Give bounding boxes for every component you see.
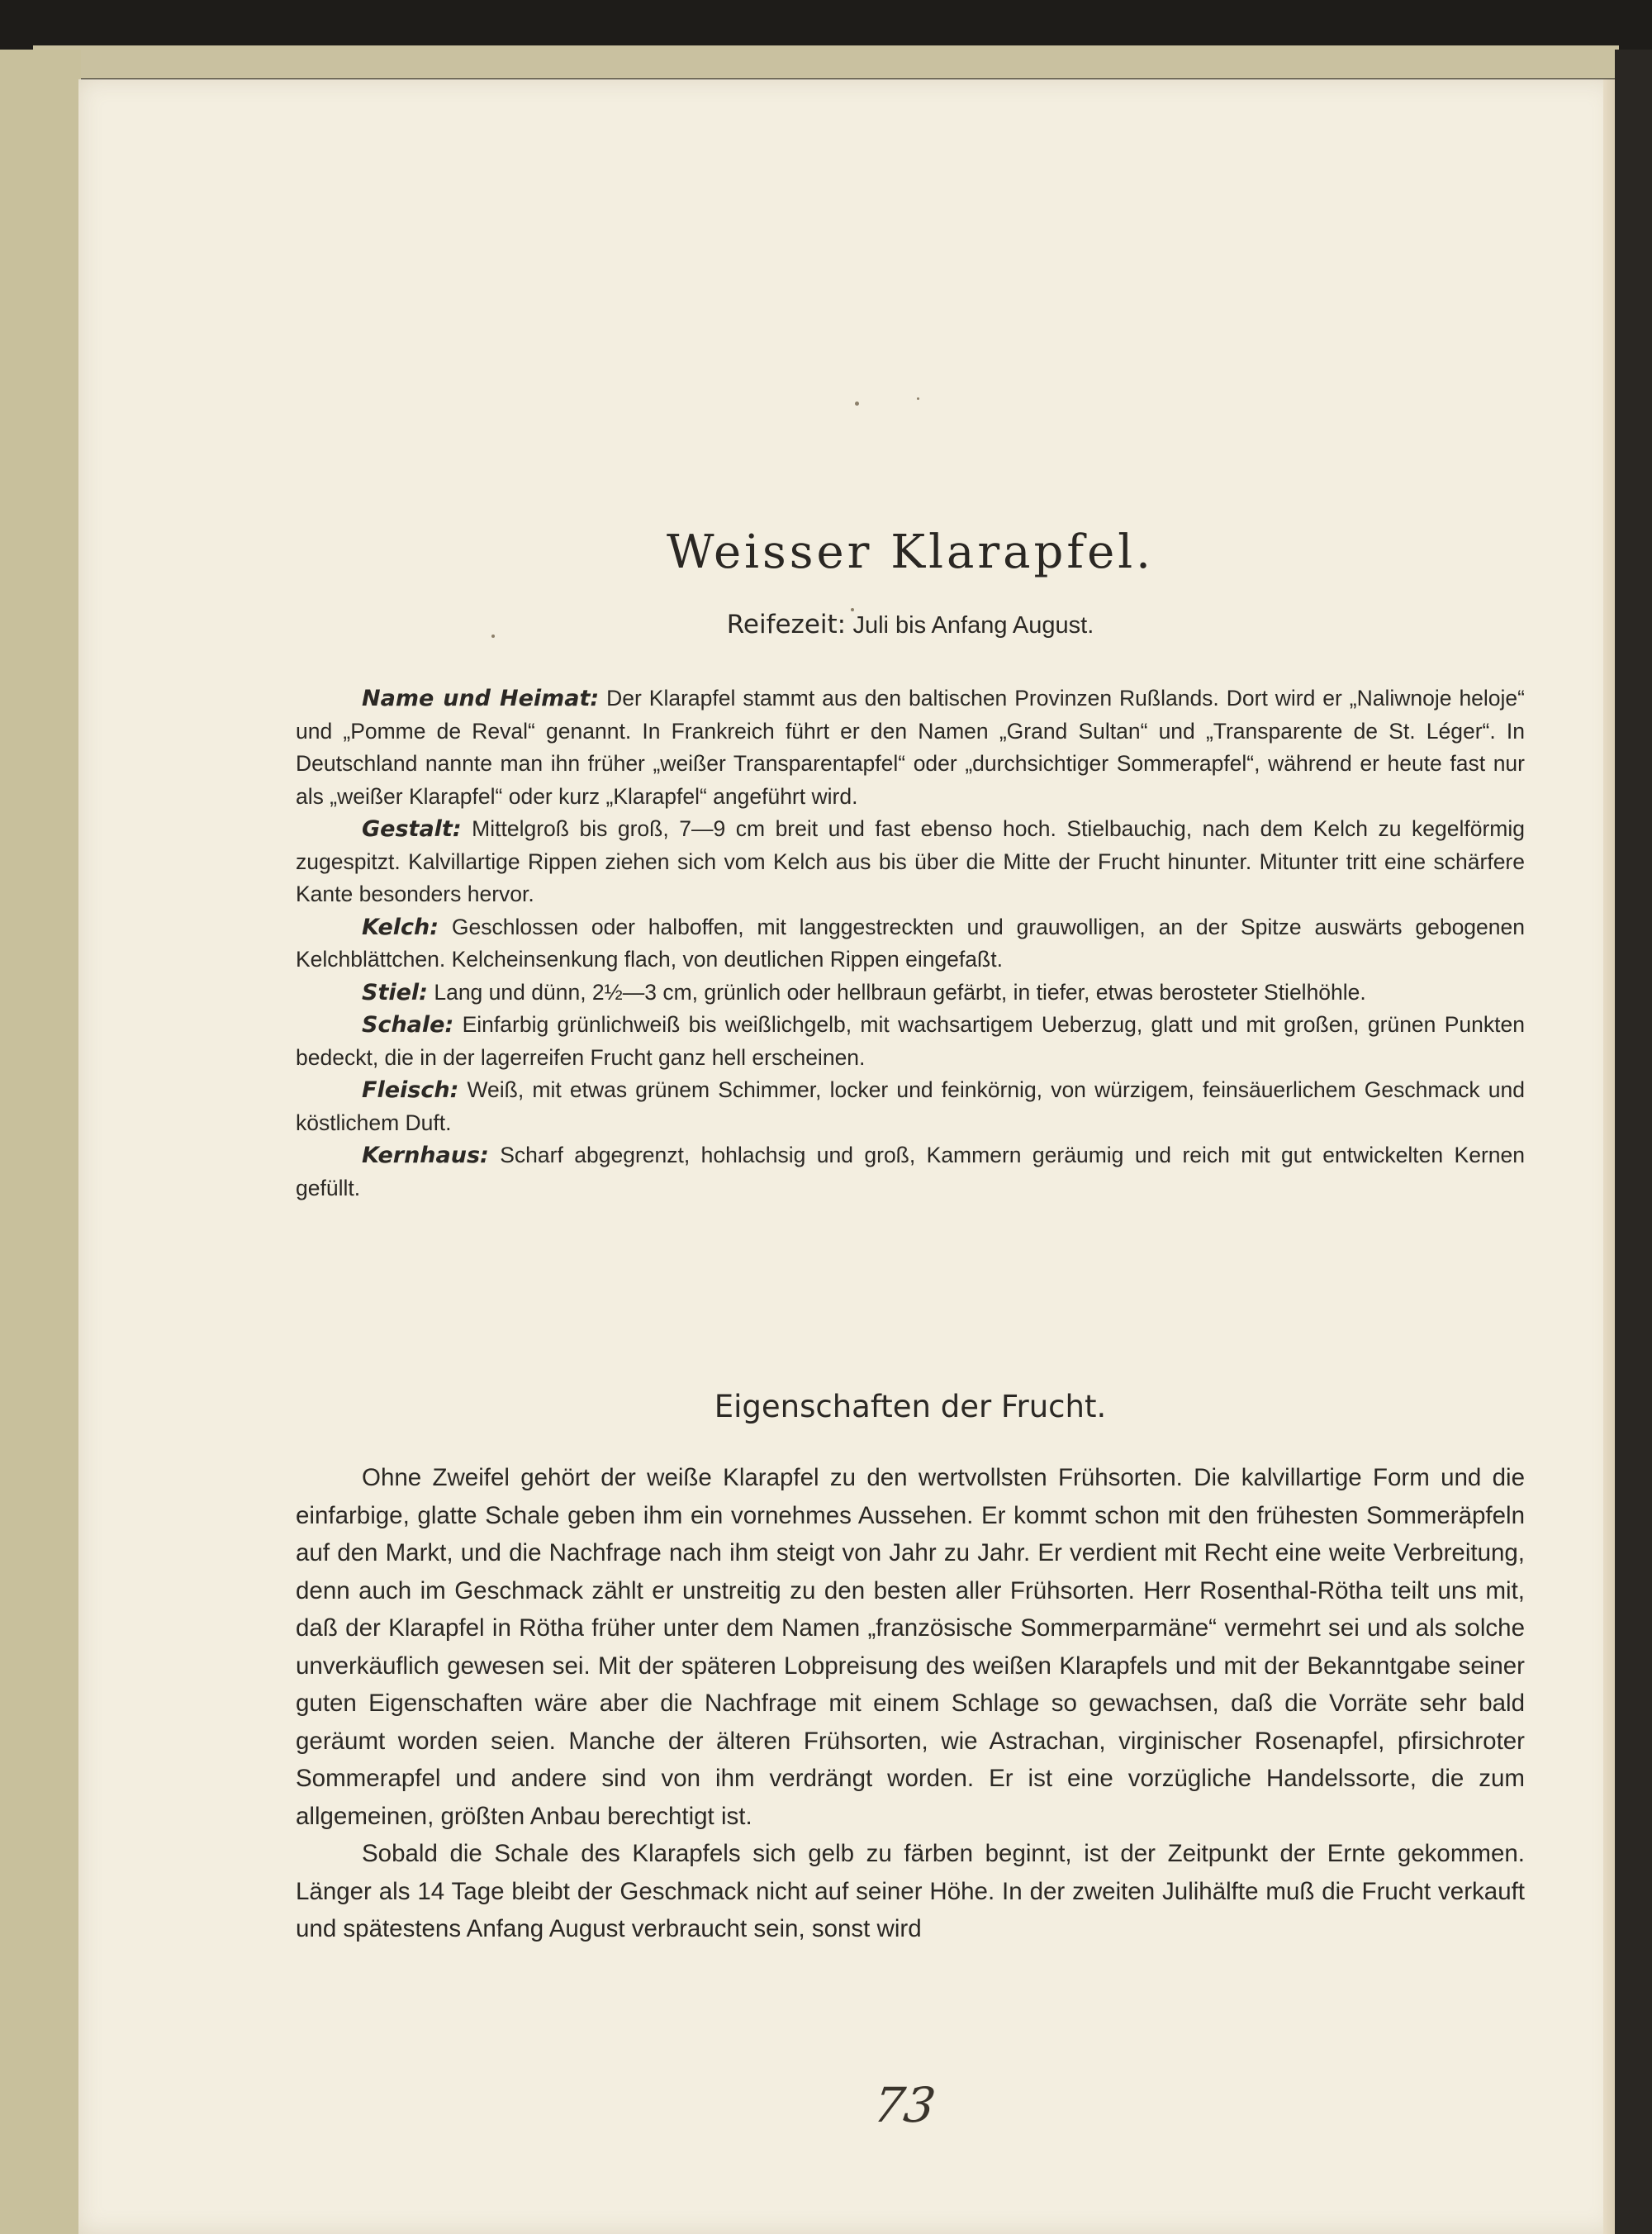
body-paragraph: Sobald die Schale des Klarapfels sich gelb zu färben beginnt, ist der Zeitpunkt der Ernte gekommen. Länger als 14 Tage bleibt der Geschmack nicht auf seiner Höhe. In der zweiten Julihälfte muß die Frucht verkauft und spätestens Anfang August verbraucht sein, sonst wird [296, 1840, 1525, 1942]
description-text: Einfarbig grünlichweiß bis weißlichgelb, mit wachsartigem Ueberzug, glatt und mit großen, grünen Punkten bedeckt, die in der lagerreifen Frucht ganz hell erscheinen. [296, 1012, 1525, 1070]
ripening-time [296, 610, 1525, 639]
page-gutter [1603, 79, 1615, 2234]
ripening-value: Juli bis Anfang August. [852, 612, 1094, 639]
description-entry-skin [296, 1009, 1525, 1074]
description-entry-calyx [296, 911, 1525, 977]
book-binding-right-edge [1615, 50, 1652, 2234]
body-paragraph: Ohne Zweifel gehört der weiße Klarapfel zu den wertvollsten Frühsorten. Die kalvillartige Form und die einfarbige, glatte Schale geben ihm ein vornehmes Aussehen. Er kommt schon mit den frühesten Sommeräpfeln auf den Markt, und die Nachfrage nach ihm steigt von Jahr zu Jahr. Er verdient mit Recht eine weite Verbreitung, denn auch im Geschmack zählt er unstreitig zu den besten aller Frühsorten. Herr Rosenthal-Rötha teilt uns mit, daß der Klarapfel in Rötha früher unter dem Namen „französische Sommerparmäne“ vermehrt sei und als solche unverkäuflich gewesen sei. Mit der späteren Lobpreisung des weißen Klarapfels und mit der Bekanntgabe seiner guten Eigenschaften wäre aber die Nachfrage mit einem Schlage so gewachsen, daß die Vorräte sehr bald geräumt worden seien. Manche der älteren Frühsorten, wie Astrachan, virginischer Rosenapfel, pfirsichroter Sommerapfel und andere sind von ihm verdrängt worden. Er ist eine vorzügliche Handelssorte, die zum allgemeinen, größten Anbau berechtigt ist. [296, 1464, 1525, 1830]
description-entry-stem [296, 977, 1525, 1010]
description-entry-core [296, 1139, 1525, 1205]
description-entry-flesh [296, 1074, 1525, 1139]
section-body [296, 1459, 1525, 1948]
description-key: Name und Heimat: [362, 686, 600, 711]
variety-description [296, 682, 1525, 1205]
paper-speck [855, 402, 859, 406]
book-page [78, 79, 1615, 2234]
description-key: Gestalt: [362, 816, 462, 842]
description-text: Der Klarapfel stammt aus den baltischen Provinzen Rußlands. Dort wird er „Naliwnoje heloje“ und „Pomme de Reval“ genannt. In Frankreich führt er den Namen „Grand Sultan“ und „Transparente de St. Léger“. In Deutschland nannte man ihn früher „weißer Transparentapfel“ oder „durchsichtiger Sommerapfel“, während er heute fast nur als „weißer Klarapfel“ oder kurz „Klarapfel“ angeführt wird. [296, 686, 1525, 809]
description-text: Mittelgroß bis groß, 7—9 cm breit und fast ebenso hoch. Stielbauchig, nach dem Kelch zu kegelförmig zugespitzt. Kalvillartige Rippen ziehen sich vom Kelch aus bis über die Mitte der Frucht hinunter. Mitunter tritt eine schärfere Kante besonders hervor. [296, 816, 1525, 906]
description-key: Schale: [362, 1012, 454, 1038]
description-key: Fleisch: [362, 1077, 459, 1103]
description-key: Stiel: [362, 979, 428, 1005]
description-text: Lang und dünn, 2½—3 cm, grünlich oder hellbraun gefärbt, in tiefer, etwas berosteter Stielhöhle. [427, 979, 1366, 1005]
description-text: Geschlossen oder halboffen, mit langgestreckten und grauwolligen, an der Spitze auswärts gebogenen Kelchblättchen. Kelcheinsenkung flach, von deutlichen Rippen eingefaßt. [296, 914, 1525, 972]
book-cover-left-edge [0, 50, 81, 2234]
page-title: Weisser Klarapfel. [667, 525, 1154, 579]
description-key: Kelch: [362, 914, 439, 940]
paper-speck [917, 397, 919, 400]
section-heading: Eigenschaften der Frucht. [714, 1389, 1107, 1424]
description-text: Scharf abgegrenzt, hohlachsig und groß, Kammern geräumig und reich mit gut entwickelten Kernen gefüllt. [296, 1143, 1525, 1200]
book-cover-top-edge [33, 45, 1619, 78]
description-entry-name [296, 682, 1525, 813]
description-key: Kernhaus: [362, 1143, 489, 1168]
handwritten-page-number: 73 [870, 2077, 939, 2133]
description-entry-shape [296, 813, 1525, 911]
description-text: Weiß, mit etwas grünem Schimmer, locker und feinkörnig, von würzigem, feinsäuerlichem Geschmack und köstlichem Duft. [296, 1077, 1525, 1135]
ripening-label: Reifezeit: [726, 610, 847, 639]
